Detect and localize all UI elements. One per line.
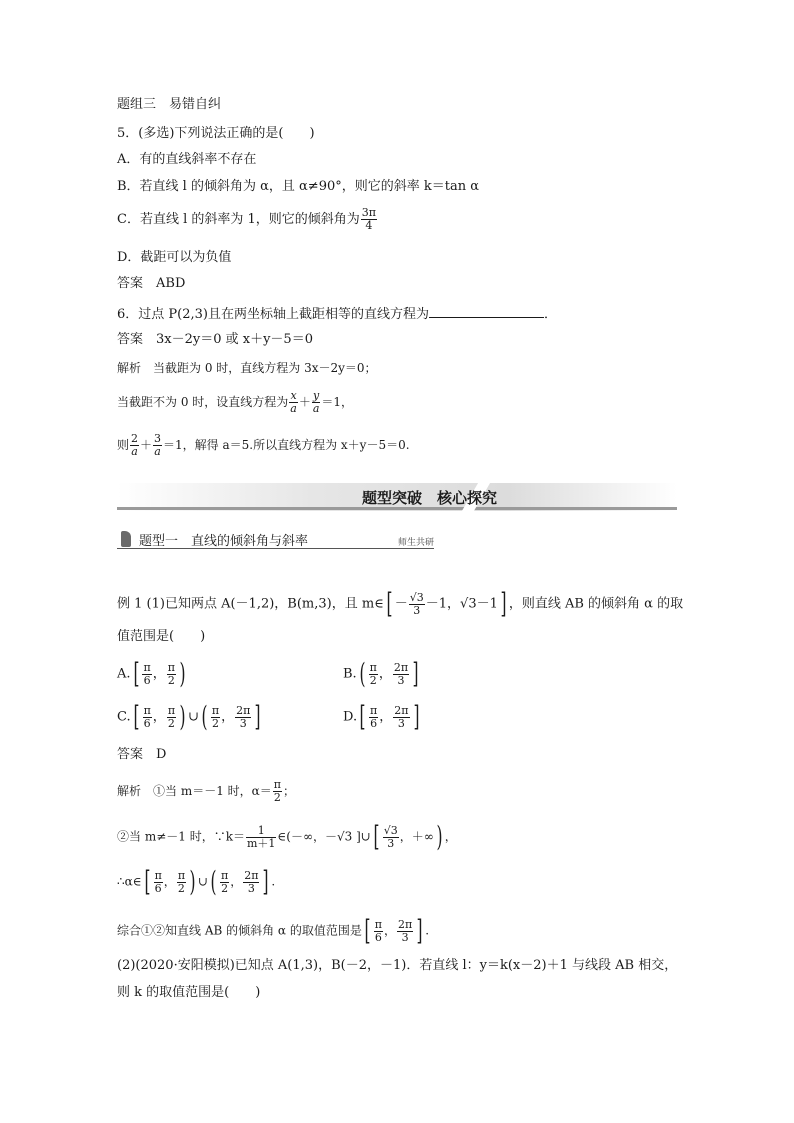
ex1-2-stem-1: (2)(2020·安阳模拟)已知点 A(1,3)，B(－2，－1)．若直线 l：y＝k(x－2)＋1 与线段 AB 相交， [117,958,678,973]
section-subheading [117,530,434,549]
q5-option-b: B．若直线 l 的倾斜角为 α，且 α≠90°，则它的斜率 k＝tan α [117,179,480,194]
q5-option-d: D．截距可以为负值 [117,250,232,265]
banner-title: 题型突破 核心探究 [361,489,497,507]
ex1-option-d: D.[ $\frac{\pi}{6}$ ， $\frac{2\pi}{3}$ ] [343,700,419,733]
q5-option-a: A．有的直线斜率不存在 [117,152,257,167]
q5-option-c [117,207,378,232]
ex1-stem-2: 值范围是( ) [117,629,206,644]
ex1-stem: 例 1 (1)已知两点 A(－1,2)，B(m,3)，且 m∈[ － $\frac{√3}{3}$ －1，√3－1] ，则直线 AB 的倾斜角 α 的取 [117,587,684,620]
q5-option-c-text: C．若直线 l 的斜率为 1，则它的倾斜角为 [117,212,360,227]
ex1-option-b: B.( $\frac{\pi}{2}$ ， $\frac{2\pi}{3}$ ] [343,657,419,690]
ex1-solution-1: 解析 ①当 m＝－1 时，α＝ $\frac{\pi}{2}$ ； [117,778,295,804]
section-tag: 师生共研 [397,538,434,548]
fraction-3pi-4: $\frac{3\pi}{4}$ [361,206,377,232]
answer-blank [429,303,544,318]
q6-solution-1: 解析 当截距为 0 时，直线方程为 3x－2y＝0； [117,361,377,375]
ex1-solution-2: ②当 m≠－1 时，∵k＝ $\frac{1}{m+1}$ ∈(－∞，－√3 ]∪[ $\frac{√3}{3}$ ，＋∞) ， [117,820,457,853]
q6-solution-3: 则 $\frac{2}{a}$ ＋ $\frac{3}{a}$ ＝1，解得 a＝5.所以直线方程为 x＋y－5＝0. [117,432,410,458]
ex1-option-c: C.[ $\frac{\pi}{6}$ ， $\frac{\pi}{2}$ ) ∪( $\frac{\pi}{2}$ ， $\frac{2\pi}{3}$ ] [117,700,261,733]
bookmark-icon [121,531,131,547]
q6-stem: 6．过点 P(2,3)且在两坐标轴上截距相等的直线方程为 ． [117,303,557,324]
ex1-2-stem-2: 则 k 的取值范围是( ) [117,985,261,1000]
q5-stem: 5．(多选)下列说法正确的是( ) [117,126,315,141]
section-title: 题型一 直线的倾斜角与斜率 [139,534,309,549]
q6-solution-2: 当截距不为 0 时，设直线方程为 $\frac{x}{a}$ ＋ $\frac{y}{a}$ ＝1， [117,389,354,415]
ex1-solution-4: 综合①②知直线 AB 的倾斜角 α 的取值范围是[ $\frac{\pi}{6}$ ， $\frac{2\pi}{3}$ ] . [117,914,430,947]
section-banner [117,483,677,511]
q5-answer: 答案 ABD [117,276,186,291]
ex1-solution-3: ∴α∈[ $\frac{\pi}{6}$ ， $\frac{\pi}{2}$ ) ∪( $\frac{\pi}{2}$ ， $\frac{2\pi}{3}$ ] . [117,865,276,898]
ex1-answer: 答案 D [117,747,167,762]
ex1-option-a: A.[ $\frac{\pi}{6}$ ， $\frac{\pi}{2}$ ) [117,657,186,690]
q6-answer: 答案 3x－2y＝0 或 x＋y－5＝0 [117,332,313,347]
group-heading: 题组三 易错自纠 [117,97,222,112]
